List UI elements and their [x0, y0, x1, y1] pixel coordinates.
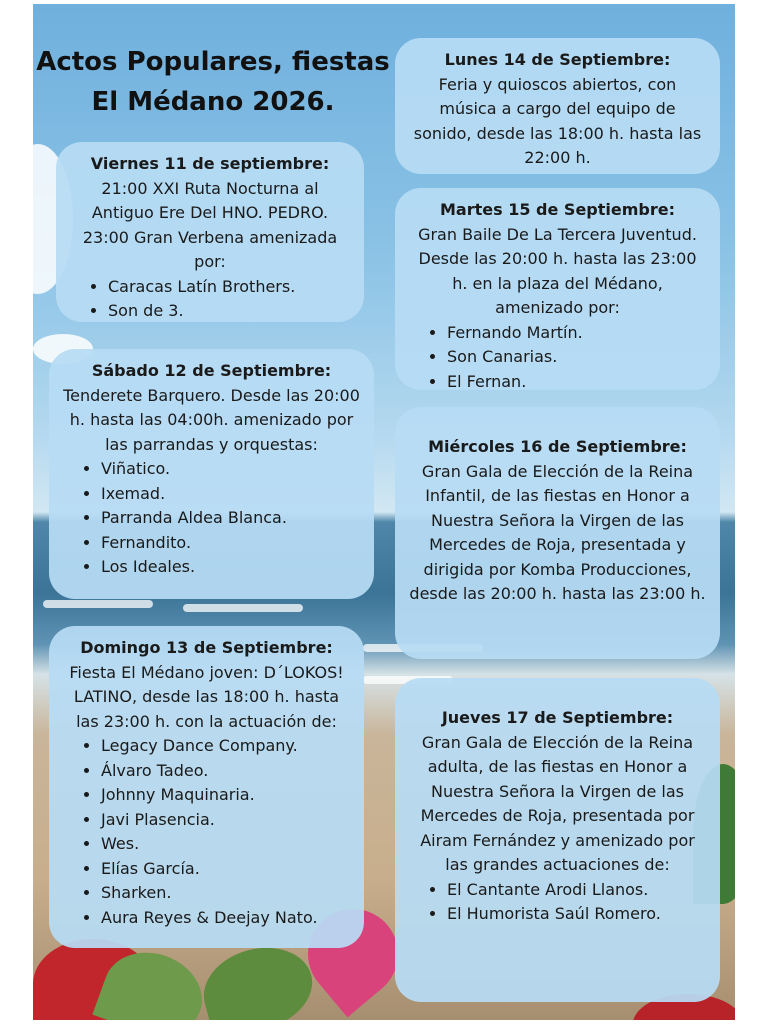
day-card-sabado	[49, 349, 374, 599]
day-heading: Jueves 17 de Septiembre:	[441, 708, 674, 727]
performer-item: • Javi Plasencia.	[101, 808, 350, 833]
performer-item: • Sharken.	[101, 881, 350, 906]
day-card-viernes	[56, 142, 364, 322]
performer-list	[409, 878, 706, 927]
day-text: Gran Gala de Elección de la Reina adulta, de las fiestas en Honor a Nuestra Señora la Virgen de las Mercedes de Roja, presentada por Airam Fernández y amenizado por las grandes actuaciones de:	[420, 732, 695, 874]
performer-list	[63, 734, 350, 930]
performer-item: • El Cantante Arodi Llanos.	[447, 878, 706, 903]
day-heading: Miércoles 16 de Septiembre:	[428, 437, 687, 456]
day-card-miercoles	[395, 407, 720, 659]
day-text: Gran Baile De La Tercera Juventud. Desde las 20:00 h. hasta las 23:00 h. en la plaza del Médano, amenizado por:	[418, 224, 697, 317]
day-card-lunes	[395, 38, 720, 174]
performer-item: • Aura Reyes & Deejay Nato.	[101, 906, 350, 931]
performer-item: • Son Canarias.	[447, 345, 706, 370]
performer-item: • Fernandito.	[101, 531, 360, 556]
performer-item: • El Fernan.	[447, 370, 706, 395]
page-title	[33, 42, 393, 122]
performer-item: • El Humorista Saúl Romero.	[447, 902, 706, 927]
performer-list	[63, 457, 360, 580]
performer-list	[70, 275, 350, 324]
day-heading: Domingo 13 de Septiembre:	[80, 638, 333, 657]
day-text: Gran Gala de Elección de la Reina Infantil, de las fiestas en Honor a Nuestra Señora la Virgen de las Mercedes de Roja, presentada y dirigida por Komba Producciones, desde las 20:00 h. hasta las 23:00 h.	[409, 461, 706, 603]
performer-item: • Fernando Martín.	[447, 321, 706, 346]
day-card-jueves	[395, 678, 720, 1002]
wave-decoration	[43, 600, 153, 608]
day-heading: Lunes 14 de Septiembre:	[444, 50, 671, 69]
performer-item: • Son de 3.	[108, 299, 350, 324]
title-line-1: Actos Populares, fiestas	[36, 47, 390, 77]
performer-item: • Wes.	[101, 832, 350, 857]
day-card-domingo	[49, 626, 364, 948]
performer-item: • Legacy Dance Company.	[101, 734, 350, 759]
performer-item: • Álvaro Tadeo.	[101, 759, 350, 784]
day-text: Feria y quioscos abiertos, con música a cargo del equipo de sonido, desde las 18:00 h. hasta las 22:00 h.	[413, 74, 702, 167]
day-heading: Viernes 11 de septiembre:	[90, 154, 330, 173]
performer-item: • Ixemad.	[101, 482, 360, 507]
performer-item: • Johnny Maquinaria.	[101, 783, 350, 808]
performer-item: • Los Ideales.	[101, 555, 360, 580]
performer-item: • Caracas Latín Brothers.	[108, 275, 350, 300]
performer-item: • Viñatico.	[101, 457, 360, 482]
wave-decoration	[183, 604, 303, 612]
day-text: 23:00 Gran Verbena amenizada por:	[82, 227, 338, 271]
performer-list	[409, 321, 706, 395]
leaf-decoration	[195, 936, 322, 1020]
day-text: Fiesta El Médano joven: D´LOKOS! LATINO, desde las 18:00 h. hasta las 23:00 h. con la actuación de:	[69, 662, 344, 731]
day-heading: Sábado 12 de Septiembre:	[91, 361, 332, 380]
day-card-martes	[395, 188, 720, 390]
day-text: 21:00 XXI Ruta Nocturna al Antiguo Ere Del HNO. PEDRO.	[91, 178, 329, 222]
day-text: Tenderete Barquero. Desde las 20:00 h. hasta las 04:00h. amenizado por las parrandas y orquestas:	[63, 385, 360, 454]
title-line-2: El Médano 2026.	[91, 87, 335, 117]
performer-item: • Elías García.	[101, 857, 350, 882]
day-heading: Martes 15 de Septiembre:	[440, 200, 675, 219]
poster-background	[33, 4, 735, 1020]
performer-item: • Parranda Aldea Blanca.	[101, 506, 360, 531]
